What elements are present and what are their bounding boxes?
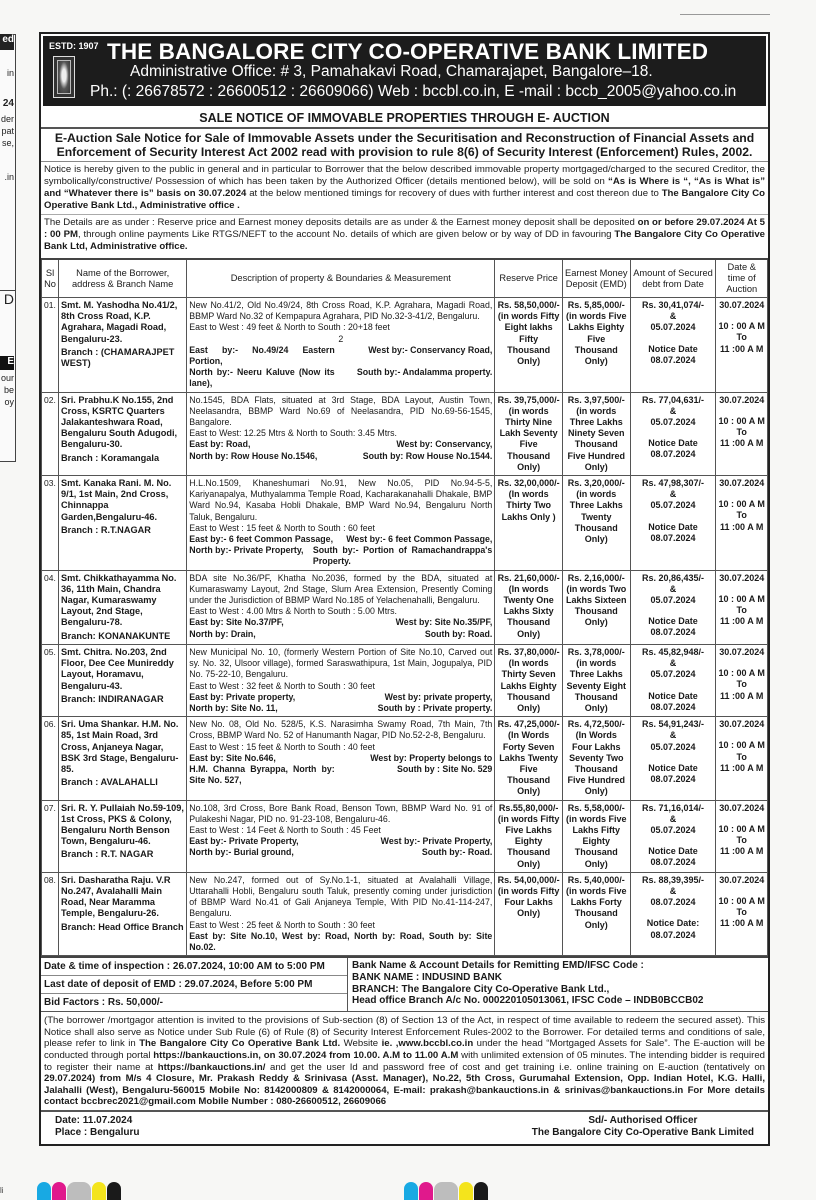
east-boundary: East by:- No.49/24 Eastern Portion, xyxy=(189,344,335,367)
property-measurement: East to West : 4.00 Mtrs & North to South : 5.00 Mtrs. xyxy=(189,606,397,617)
notice-date-label: Notice Date xyxy=(648,690,698,701)
registration-marks-right xyxy=(404,1182,488,1200)
adjacent-ad-text: in xyxy=(6,68,14,78)
borrower-cell xyxy=(59,872,187,955)
secured-debt xyxy=(630,872,716,955)
notice-date-label: Notice Date: xyxy=(646,918,700,929)
emd-amount: Rs. 3,20,000/- xyxy=(567,478,625,489)
auction-to: To xyxy=(736,427,747,438)
north-boundary: North by: Site No. 11, xyxy=(189,702,278,713)
debt-ampersand: & xyxy=(669,583,677,594)
auction-start-time: 10 : 00 A M xyxy=(718,499,765,510)
borrower-cell xyxy=(59,717,187,800)
properties-table xyxy=(41,258,768,956)
branch-name: Branch : Koramangala xyxy=(61,452,160,463)
bank-logo-icon xyxy=(53,56,75,98)
header-auction-time: Date & time of Auction xyxy=(716,259,768,298)
act-heading: E-Auction Sale Notice for Sale of Immovable Assets under the Securitisation and Reconstruction of Financial Assets and Enforcement of Security Interest Act 2002 read with provision to rule 8(6) of Security Interest (Enforcement) Rules, 2002. xyxy=(41,129,768,162)
debt-date: 05.07.2024 xyxy=(650,417,696,428)
serial-number: 06. xyxy=(42,717,59,800)
bid-factors: Bid Factors : Rs. 50,000/- xyxy=(44,997,163,1009)
auction-date: 30.07.2024 xyxy=(719,394,765,405)
emd-amount: Rs. 3,97,500/- xyxy=(567,394,625,405)
notice-date-value: 08.07.2024 xyxy=(650,449,696,460)
reserve-amount: Rs. 37,80,000/- xyxy=(497,646,560,657)
adjacent-ad-text: der xyxy=(0,114,14,124)
property-address: BDA site No.36/PF, Khatha No.2036, formed by the BDA, situated at Kumaraswamy Layout, 2nd Stage, Slum Area Extension, Presently Coming under the Jurisdiction of BBMP Ward No.185 of Yelachenahalli, Bengaluru. xyxy=(189,572,493,606)
notice-paragraph: Notice is hereby given to the public in general and in particular to Borrower that the below described immovable property mortgaged/charged to the secured Creditor, the symbolically/constructive/ Possession of which has been taken by the Authorized Officer (details mentioned below), will be sold on “As is Where is “, “As is What is” and “Whatever there is” basis on 30.07.2024 at the below mentioned timings for recovery of dues with further interest and cost thereon due to The Bangalore City Co Operative Bank Ltd., Administrative office . xyxy=(44,164,765,211)
borrower-address: Smt. M. Yashodha No.41/2, 8th Cross Road, K.P. Agrahara, Magadi Road, Bengaluru-23. xyxy=(61,300,178,344)
secured-debt xyxy=(630,800,716,872)
emd-words: (in words Five Lakhs Forty Thousand Only) xyxy=(566,885,627,930)
north-boundary: North by:- Private Property, xyxy=(189,545,304,556)
adjacent-ad-text: be xyxy=(3,385,14,395)
serial-number: 02. xyxy=(42,392,59,475)
color-registration-mark xyxy=(67,1182,91,1200)
debt-ampersand: & xyxy=(669,813,677,824)
adjacent-ad-heading: ed xyxy=(0,34,14,50)
administrative-office: Administrative Office: # 3, Pamahakavi Road, Chamarajapet, Bangalore–18. xyxy=(130,63,653,80)
auction-schedule xyxy=(716,476,768,571)
east-boundary: East by: Site No.646, xyxy=(189,752,276,763)
reserve-words: (In words Thirty Two Lakhs Only ) xyxy=(501,489,556,522)
auction-start-time: 10 : 00 A M xyxy=(718,593,765,604)
table-row xyxy=(42,570,768,644)
property-address: H.L.No.1509, Khaneshumari No.91, New No.05, PID No.94-5-5, Kariyanapalya, Muthyalamma Temple Road, Kacharakanahalli Dhakale, BMP Ward No.94, Kasaba Hobli Dhakale, BMP Ward No.94, Bengaluru North Taluk, Bengaluru. xyxy=(189,478,493,522)
bank-details-heading: Bank Name & Account Details for Remitting EMD/IFSC Code : xyxy=(352,960,644,972)
reserve-price xyxy=(495,298,563,393)
reserve-amount: Rs. 47,25,000/- xyxy=(497,719,560,730)
reserve-price xyxy=(495,872,563,955)
color-registration-mark xyxy=(459,1182,473,1200)
auction-notice xyxy=(39,32,770,1146)
debt-amount: Rs. 88,39,395/- xyxy=(642,874,705,885)
auction-start-time: 10 : 00 A M xyxy=(718,668,765,679)
emd-amount-cell xyxy=(562,476,630,571)
debt-amount: Rs. 20,86,435/- xyxy=(642,572,705,583)
borrower-cell xyxy=(59,644,187,716)
property-address: No.108, 3rd Cross, Bore Bank Road, Benson Town, BBMP Ward No. 91 of Pulakeshi Nagar, PID no. 91-23-108, Bengaluru-46. xyxy=(189,802,493,824)
auction-to: To xyxy=(736,679,747,690)
auction-end-time: 11 :00 A M xyxy=(720,918,764,929)
adjacent-ad-text: pat xyxy=(1,126,14,136)
reserve-amount: Rs. 54,00,000/- xyxy=(497,874,560,885)
debt-date: 08.07.2024 xyxy=(650,897,696,908)
borrower-cell xyxy=(59,298,187,393)
bank-signatory: The Bangalore City Co-Operative Bank Limited xyxy=(531,1126,754,1138)
north-boundary: North by: Drain, xyxy=(189,628,256,639)
emd-words: (In Words Four Lakhs Seventy Two Thousand Five Hundred Only) xyxy=(567,730,626,797)
reserve-amount: Rs. 32,00,000/- xyxy=(497,478,560,489)
color-registration-mark xyxy=(474,1182,488,1200)
table-row xyxy=(42,298,768,393)
reserve-price xyxy=(495,392,563,475)
color-registration-mark xyxy=(37,1182,51,1200)
adjacent-ad-text: .in xyxy=(4,172,14,182)
west-boundary: West by: Property belongs to xyxy=(370,752,493,763)
inspection-time: Date & time of inspection : 26.07.2024, 10:00 AM to 5:00 PM xyxy=(41,958,347,976)
branch-name: Branch : R.T. NAGAR xyxy=(61,849,154,860)
notice-date-label: Notice Date xyxy=(648,521,698,532)
notice-date-label: Notice Date xyxy=(648,762,698,773)
remittance-branch: BRANCH: The Bangalore City Co-Operative Bank Ltd., xyxy=(352,983,610,995)
reserve-amount: Rs. 21,60,000/- xyxy=(497,572,560,583)
west-boundary: West by:- Private Property, xyxy=(380,836,493,847)
auction-end-time: 11 :00 A M xyxy=(720,762,764,773)
property-measurement: East to West : 14 Feet & North to South : 45 Feet xyxy=(189,824,381,835)
south-boundary: South by : Site No. 529 xyxy=(396,763,493,774)
emd-words: (in words Five Lakhs Eighty Five Thousand Only) xyxy=(566,311,627,367)
emd-amount: Rs. 5,58,000/- xyxy=(567,802,625,813)
auction-end-time: 11 :00 A M xyxy=(720,521,764,532)
west-boundary: West by:- Conservancy Road, xyxy=(368,344,493,355)
reserve-price xyxy=(495,800,563,872)
reserve-words: (In words Thirty Seven Lakhs Eighty Thousand Only) xyxy=(500,658,557,713)
emd-amount-cell xyxy=(562,644,630,716)
account-ifsc: Head office Branch A/c No. 000220105013061, IFSC Code – INDB0BCCB02 xyxy=(352,995,704,1007)
branch-name: Branch: INDIRANAGAR xyxy=(61,693,164,704)
notice-date-label: Notice Date xyxy=(648,846,698,857)
property-measurement: East to West : 49 feet & North to South : 20+18 feet xyxy=(189,322,390,333)
auction-date: 30.07.2024 xyxy=(719,300,765,310)
reserve-words: (in words Fifty Four Lakhs Only) xyxy=(497,885,560,919)
notice-date: Date: 11.07.2024 xyxy=(55,1114,133,1126)
reserve-words: (in words Fifty Five Lakhs Eighty Thousand Only) xyxy=(497,813,560,869)
bank-account-details xyxy=(348,958,768,1011)
debt-amount: Rs. 71,16,014/- xyxy=(642,802,705,813)
auction-start-time: 10 : 00 A M xyxy=(718,895,765,906)
notice-date-label: Notice Date xyxy=(648,616,698,627)
branch-name: Branch: Head Office Branch xyxy=(61,921,184,932)
borrower-cell xyxy=(59,570,187,644)
bank-header xyxy=(43,36,766,106)
adjacent-ad-text: 24 xyxy=(2,98,14,109)
borrower-address: Sri. Uma Shankar. H.M. No. 85, 1st Main Road, 3rd Cross, Anjaneya Nagar, BSK 3rd Stage, Bengaluru-85. xyxy=(61,719,179,774)
auction-start-time: 10 : 00 A M xyxy=(718,321,765,332)
property-description xyxy=(187,570,495,644)
header-reserve-price: Reserve Price xyxy=(495,259,563,298)
property-description xyxy=(187,476,495,571)
secured-debt xyxy=(630,298,716,393)
emd-amount: Rs. 3,78,000/- xyxy=(567,646,625,657)
secured-debt xyxy=(630,644,716,716)
reserve-words: (In words Twenty One Lakhs Sixty Thousand Only) xyxy=(503,583,554,639)
notice-date-value: 08.07.2024 xyxy=(650,627,696,638)
auction-to: To xyxy=(736,751,747,762)
bank-name: THE BANGALORE CITY CO-OPERATIVE BANK LIMITED xyxy=(107,39,709,64)
emd-amount-cell xyxy=(562,392,630,475)
authorised-officer: Sd/- Authorised Officer xyxy=(588,1114,698,1126)
color-registration-mark xyxy=(107,1182,121,1200)
header-secured-debt: Amount of Secured debt from Date xyxy=(630,259,716,298)
property-address: New No.41/2, Old No.49/24, 8th Cross Road, K.P. Agrahara, Magadi Road, BBMP Ward No.32 of Kempapura Agrahara, PID No.32-3-41/2, Bengaluru. xyxy=(189,300,493,322)
auction-schedule xyxy=(716,644,768,716)
terms-paragraph: (The borrower /mortgagor attention is invited to the provisions of Sub-section (8) of Section 13 of the Act, in respect of time available to redeem the secured asset). This Notice shall also serve as Notice under Sub Rule (6) of Rule (8) of Security Interest Enforcement Rules-2002 to the Borrower. For detailed terms and conditions of sale, please refer to link in The Bangalore City Co Operative Bank Ltd. Website ie. ,www.bccbl.co.in under the head “Mortgaged Assets for Sale”. The E-auction will be conducted through portal https://bankauctions.in, on 30.07.2024 from 10.00. A.M to 11.00 A.M with unlimited extension of 05 minutes. The intending bidder is required to register their name at https://bankauctions.in/ and get the user Id and password free of cost and get training i.e. online training on E-auction (tentatively on 29.07.2024) from M/s 4 Closure, Mr. Prakash Reddy & Srinivasa (Asst. Manager), No.22, 5th Cross, Gurumahal Extension, Opp. Indian Hotel, K.G. Halli, Jalahalli (West), Bengaluru-560015 Mobile No: 8142000809 & 8142000064, E-mail: prakash@bankauctions.in & srinivas@bankauctions.in For More details contact bccbrec2021@gmail.com Mobile Number : 080-26600512, 26609066 xyxy=(44,1015,765,1108)
borrower-address: Sri. R. Y. Pullaiah No.59-109, 1st Cross, PKS & Colony, Bengaluru North Benson Town, Bengaluru-46. xyxy=(61,802,184,847)
auction-to: To xyxy=(736,907,747,918)
debt-amount: Rs. 30,41,074/- xyxy=(642,300,705,310)
debt-date: 05.07.2024 xyxy=(650,322,696,333)
table-header-row xyxy=(42,259,768,298)
property-description xyxy=(187,717,495,800)
reserve-price xyxy=(495,476,563,571)
debt-date: 05.07.2024 xyxy=(650,595,696,606)
west-boundary: West by:- 6 feet Common Passage, xyxy=(346,534,493,545)
auction-to: To xyxy=(736,332,747,343)
notice-footer xyxy=(41,1110,768,1144)
debt-amount: Rs. 47,98,307/- xyxy=(642,478,705,489)
adjacent-ad-text: our xyxy=(0,373,14,383)
secured-debt xyxy=(630,392,716,475)
color-registration-mark xyxy=(419,1182,433,1200)
branch-name: Branch : (CHAMARAJPET WEST) xyxy=(61,346,175,369)
reserve-price xyxy=(495,717,563,800)
debt-ampersand: & xyxy=(669,405,677,416)
east-boundary: East by: Private property, xyxy=(189,691,296,702)
debt-ampersand: & xyxy=(669,885,677,896)
bank-contact: Ph.: (: 26678572 : 26600512 : 26609066) Web : bccbl.co.in, E -mail : bccb_2005@yahoo.co.in xyxy=(90,83,737,100)
property-address: No.1545, BDA Flats, situated at 3rd Stage, BDA Layout, Austin Town, Neelasandra, BBMP Ward No.69 of Neelasandra, PID No.69-56-1545, Bangalore. xyxy=(189,394,493,428)
debt-amount: Rs. 54,91,243/- xyxy=(642,719,705,730)
adjacent-ad-text: se, xyxy=(1,138,14,148)
remittance-bank-name: BANK NAME : INDUSIND BANK xyxy=(352,971,502,983)
emd-amount-cell xyxy=(562,570,630,644)
debt-ampersand: & xyxy=(669,658,677,669)
property-measurement: East to West : 15 feet & North to South : 60 feet xyxy=(189,522,375,533)
auction-start-time: 10 : 00 A M xyxy=(718,823,765,834)
table-row xyxy=(42,872,768,955)
auction-to: To xyxy=(736,834,747,845)
emd-words: (in words Three Lakhs Ninety Seven Thousand Five Hundred Only) xyxy=(567,405,626,472)
registration-marks-left xyxy=(37,1182,121,1200)
emd-amount-cell xyxy=(562,717,630,800)
emd-words: (in words Three Lakhs Seventy Eight Thousand Only) xyxy=(566,658,627,713)
emd-words: (in words Two Lakhs Sixteen Thousand Only) xyxy=(566,583,627,628)
branch-name: Branch : R.T.NAGAR xyxy=(61,524,151,535)
notice-place: Place : Bengaluru xyxy=(55,1126,140,1138)
header-sl-no: Sl No xyxy=(42,259,59,298)
page-rule xyxy=(680,14,770,15)
auction-date: 30.07.2024 xyxy=(719,802,765,813)
property-description xyxy=(187,392,495,475)
registration-label: li xyxy=(0,1186,4,1195)
auction-to: To xyxy=(736,510,747,521)
reserve-amount: Rs. 58,50,000/- xyxy=(497,300,560,310)
property-address: New No. 08, Old No. 528/5, K.S. Narasimha Swamy Road, 7th Main, 7th Cross, BBMP Ward No. 52 of Hanumanth Nagar, PID No.52-2-8, Bengaluru. xyxy=(189,719,493,741)
property-measurement: East to West : 15 feet & North to South : 40 feet xyxy=(189,741,375,752)
north-boundary: North by: Row House No.1546, xyxy=(189,450,318,461)
color-registration-mark xyxy=(434,1182,458,1200)
auction-to: To xyxy=(736,605,747,616)
borrower-address: Smt. Chikkathayamma No. 36, 11th Main, Chandra Nagar, Kumaraswamy Layout, 2nd Stage, Bengaluru-78. xyxy=(61,572,177,628)
borrower-address: Smt. Chitra. No.203, 2nd Floor, Dee Cee Munireddy Layout, Horamavu, Bengaluru-43. xyxy=(61,646,174,691)
emd-amount: Rs. 4,72,500/- xyxy=(567,719,625,730)
color-registration-mark xyxy=(52,1182,66,1200)
debt-ampersand: & xyxy=(669,489,677,500)
north-boundary: H.M. Channa Byrappa, North by: Site No. 527, xyxy=(189,763,335,786)
auction-info xyxy=(41,956,768,1012)
east-boundary: East by:- 6 feet Common Passage, xyxy=(189,534,334,545)
east-boundary: East by: Site No.10, West by: Road, xyxy=(189,930,350,941)
serial-number: 01. xyxy=(42,298,59,393)
auction-end-time: 11 :00 A M xyxy=(720,616,764,627)
serial-number: 03. xyxy=(42,476,59,571)
west-boundary: North by: Road, South by: Site No.02. xyxy=(189,930,493,952)
color-registration-mark xyxy=(404,1182,418,1200)
east-boundary: East by: Site No.37/PF, xyxy=(189,617,284,628)
branch-name: Branch: KONANAKUNTE xyxy=(61,630,171,641)
emd-amount: Rs. 5,40,000/- xyxy=(567,874,625,885)
west-boundary: West by: Site No.35/PF, xyxy=(395,617,493,628)
property-measurement: East to West: 12.25 Mtrs & North to South: 3.45 Mtrs. xyxy=(189,428,397,439)
borrower-cell xyxy=(59,392,187,475)
auction-schedule xyxy=(716,298,768,393)
auction-end-time: 11 :00 A M xyxy=(720,343,764,354)
south-boundary: South by : Private property. xyxy=(377,702,493,713)
property-address: New No.247, formed out of Sy.No.1-1, situated at Avalahalli Village, Uttarahalli Hobli, Bengaluru south Taluk, presently coming under jurisdiction of BBMP Ward No.41 of Gali Anjaneya Temple, With PID No.41-114-247, Bengaluru. xyxy=(189,874,493,919)
emd-amount-cell xyxy=(562,800,630,872)
east-boundary: East by: Road, xyxy=(189,439,251,450)
table-row xyxy=(42,476,768,571)
reserve-amount: Rs. 39,75,000/- xyxy=(497,394,560,405)
east-boundary: East by:- Private Property, xyxy=(189,836,299,847)
reserve-words: (In Words Forty Seven Lakhs Twenty Five Thousand Only) xyxy=(499,730,559,797)
south-boundary: South by:- Andalamma property. xyxy=(356,367,493,378)
adjacent-ad-text: oy xyxy=(4,397,14,407)
north-boundary: North by:- Neeru Kaluve (Now its lane), xyxy=(189,367,335,389)
south-boundary: South by:- Portion of Ramachandrappa's Property. xyxy=(312,545,493,567)
notice-title: SALE NOTICE OF IMMOVABLE PROPERTIES THROUGH E- AUCTION xyxy=(41,108,768,129)
serial-number: 08. xyxy=(42,872,59,955)
color-registration-mark xyxy=(92,1182,106,1200)
south-boundary: South by: Row House No.1544. xyxy=(362,450,493,461)
property-description xyxy=(187,298,495,393)
auction-date: 30.07.2024 xyxy=(719,646,765,657)
property-description xyxy=(187,644,495,716)
adjacent-ad-text: D xyxy=(3,291,14,307)
table-row xyxy=(42,392,768,475)
footer-signature xyxy=(532,1115,754,1139)
debt-ampersand: & xyxy=(669,730,677,741)
auction-dates xyxy=(41,958,348,1011)
property-description xyxy=(187,800,495,872)
borrower-address: Sri. Prabhu.K No.155, 2nd Cross, KSRTC Quarters Jalakanteshwara Road, Bengaluru South Adugodi, Bengaluru-30. xyxy=(61,394,178,450)
details-paragraph: The Details are as under : Reserve price and Earnest money deposits details are as under & the Earnest money deposit shall be deposited on or before 29.07.2024 At 5 : 00 PM, through online payments Like RTGS/NEFT to the account No. details of which are given below or by way of DD in favouring The Bangalore City Co Operative Bank Ltd, Administrative office. xyxy=(41,214,768,258)
auction-date: 30.07.2024 xyxy=(719,719,765,730)
borrower-address: Sri. Dasharatha Raju. V.R No.247, Avalahalli Main Road, Near Maramma Temple, Bengaluru-26. xyxy=(61,874,171,919)
emd-amount-cell xyxy=(562,298,630,393)
auction-start-time: 10 : 00 A M xyxy=(718,740,765,751)
borrower-address: Smt. Kanaka Rani. M. No. 9/1, 1st Main, 2nd Cross, Chinnappa Garden,Bengaluru-46. xyxy=(61,478,172,522)
header-emd: Earnest Money Deposit (EMD) xyxy=(562,259,630,298)
established-year: ESTD: 1907 xyxy=(49,41,99,51)
footer-left xyxy=(55,1115,139,1139)
borrower-cell xyxy=(59,476,187,571)
debt-ampersand: & xyxy=(669,311,677,322)
property-address: New Municipal No. 10, (formerly Western Portion of Site No.10, Carved out sy. No. 32, Ulsoor village), formed Saraswathipura, 1st Main, Jogupalya, PID No. 75-22-10, Bengaluru. xyxy=(189,646,493,680)
auction-schedule xyxy=(716,800,768,872)
debt-date: 05.07.2024 xyxy=(650,669,696,680)
auction-end-time: 11 :00 A M xyxy=(720,438,764,449)
emd-amount-cell xyxy=(562,872,630,955)
north-boundary: North by:- Burial ground, xyxy=(189,847,294,858)
serial-number: 05. xyxy=(42,644,59,716)
notice-date-label: Notice Date xyxy=(648,438,698,449)
notice-date-value: 08.07.2024 xyxy=(650,354,696,365)
property-description xyxy=(187,872,495,955)
notice-date-value: 08.07.2024 xyxy=(650,532,696,543)
emd-deadline: Last date of deposit of EMD : 29.07.2024, Before 5:00 PM xyxy=(41,976,347,994)
branch-name: Branch : AVALAHALLI xyxy=(61,777,158,788)
secured-debt xyxy=(630,476,716,571)
auction-date: 30.07.2024 xyxy=(719,478,765,489)
auction-start-time: 10 : 00 A M xyxy=(718,415,765,426)
notice-date-label: Notice Date xyxy=(648,343,698,354)
measurement-divisor: 2 xyxy=(338,333,344,344)
debt-date: 05.07.2024 xyxy=(650,824,696,835)
auction-schedule xyxy=(716,570,768,644)
auction-date: 30.07.2024 xyxy=(719,874,765,885)
property-measurement: East to West : 32 feet & North to South : 30 feet xyxy=(189,680,375,691)
header-description: Description of property & Boundaries & Measurement xyxy=(187,259,495,298)
reserve-price xyxy=(495,570,563,644)
debt-amount: Rs. 45,82,948/- xyxy=(642,646,705,657)
south-boundary: South by:- Road. xyxy=(421,847,493,858)
auction-schedule xyxy=(716,392,768,475)
adjacent-ad-heading: E xyxy=(0,356,14,370)
auction-end-time: 11 :00 A M xyxy=(720,690,764,701)
table-row xyxy=(42,800,768,872)
borrower-cell xyxy=(59,800,187,872)
debt-date: 05.07.2024 xyxy=(650,741,696,752)
notice-date-value: 08.07.2024 xyxy=(650,773,696,784)
auction-schedule xyxy=(716,717,768,800)
secured-debt xyxy=(630,717,716,800)
reserve-words: (in words Thirty Nine Lakh Seventy Five Thousand Only) xyxy=(499,405,558,472)
west-boundary: West by: private property, xyxy=(384,691,493,702)
reserve-price xyxy=(495,644,563,716)
reserve-words: (in words Fifty Eight lakhs Fifty Thousand Only) xyxy=(497,311,560,367)
emd-words: (in words Five Lakhs Fifty Eighty Thousand Only) xyxy=(566,813,627,869)
south-boundary: South by: Road. xyxy=(424,628,493,639)
header-borrower: Name of the Borrower, address & Branch Name xyxy=(59,259,187,298)
auction-date: 30.07.2024 xyxy=(719,572,765,583)
notice-date-value: 08.07.2024 xyxy=(650,929,696,940)
secured-debt xyxy=(630,570,716,644)
table-row xyxy=(42,717,768,800)
emd-words: (in words Three Lakhs Twenty Thousand Only) xyxy=(569,489,623,545)
notice-date-value: 08.07.2024 xyxy=(650,701,696,712)
auction-schedule xyxy=(716,872,768,955)
notice-date-value: 08.07.2024 xyxy=(650,857,696,868)
table-row xyxy=(42,644,768,716)
property-measurement: East to West : 25 feet & North to South : 30 feet xyxy=(189,919,375,930)
debt-amount: Rs. 77,04,631/- xyxy=(642,394,705,405)
debt-date: 05.07.2024 xyxy=(650,500,696,511)
emd-amount: Rs. 5,85,000/- xyxy=(567,300,625,310)
serial-number: 04. xyxy=(42,570,59,644)
west-boundary: West by: Conservancy, xyxy=(396,439,493,450)
emd-amount: Rs. 2,16,000/- xyxy=(567,572,625,583)
auction-end-time: 11 :00 A M xyxy=(720,846,764,857)
serial-number: 07. xyxy=(42,800,59,872)
reserve-amount: Rs.55,80,000/- xyxy=(498,802,559,813)
